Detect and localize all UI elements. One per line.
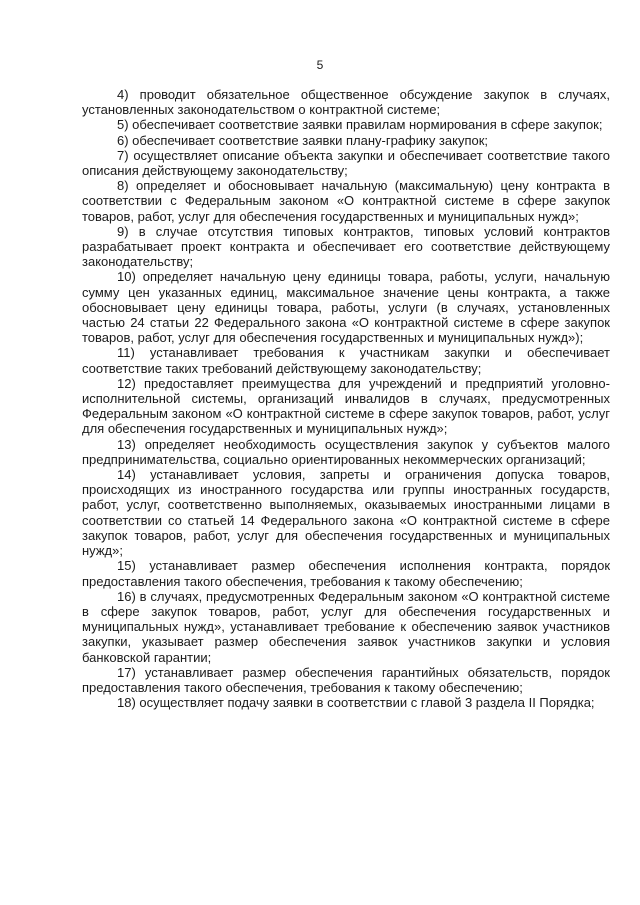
paragraph-6: 6) обеспечивает соответствие заявки плану-графику закупок;: [117, 132, 489, 148]
paragraph-4: 4) проводит обязательное общественное обсуждение закупок в случаях, установленных законодательством о контрактной системе;: [82, 87, 610, 118]
paragraph-16: 16) в случаях, предусмотренных Федеральным законом «О контрактной системе в сфере закупок товаров, работ, услуг для обеспечения государственных и муниципальных нужд», устанавливает требование к обеспечению заявок участников закупки, указывает размер обеспечения заявок участников закупки и условия банковской гарантии;: [82, 588, 610, 665]
paragraph-8: 8) определяет и обосновывает начальную (максимальную) цену контракта в соответствии с Федеральным законом «О контрактной системе в сфере закупок товаров, работ, услуг для обеспечения государственных и муниципальных нужд»;: [82, 178, 610, 224]
document-body: [82, 87, 610, 710]
paragraph-15: 15) устанавливает размер обеспечения исполнения контракта, порядок предоставления такого обеспечения, требования к такому обеспечению;: [82, 558, 610, 589]
page-number: 5: [316, 58, 324, 72]
paragraph-5: 5) обеспечивает соответствие заявки правилам нормирования в сфере закупок;: [117, 117, 603, 133]
paragraph-7: 7) осуществляет описание объекта закупки и обеспечивает соответствие такого описания действующему законодательству;: [82, 147, 610, 179]
paragraph-13: 13) определяет необходимость осуществления закупок у субъектов малого предпринимательства, социально ориентированных некоммерческих организаций;: [82, 436, 610, 467]
paragraph-12: 12) предоставляет преимущества для учреждений и предприятий уголовно-исполнительной системы, организаций инвалидов в случаях, предусмотренных Федеральным законом «О контрактной системе в сфере закупок товаров, работ, услуг для обеспечения государственных и муниципальных нужд»;: [82, 375, 610, 437]
paragraph-14: 14) устанавливает условия, запреты и ограничения допуска товаров, происходящих из иностранного государства или группы иностранных государств, работ, услуг, соответственно выполняемых, оказываемых иностранными лицами в соответствии со статьей 14 Федерального закона «О контрактной системе в сфере закупок товаров, работ, услуг для обеспечения государственных и муниципальных нужд»;: [82, 467, 610, 559]
paragraph-11: 11) устанавливает требования к участникам закупки и обеспечивает соответствие таких требований действующему законодательству;: [82, 345, 610, 376]
paragraph-17: 17) устанавливает размер обеспечения гарантийных обязательств, порядок предоставления такого обеспечения, требования к такому обеспечению;: [82, 664, 610, 695]
paragraph-9: 9) в случае отсутствия типовых контрактов, типовых условий контрактов разрабатывает проект контракта и обеспечивает его соответствие действующему законодательству;: [82, 223, 610, 270]
paragraph-18: 18) осуществляет подачу заявки в соответствии с главой 3 раздела II Порядка;: [117, 695, 595, 711]
paragraph-10: 10) определяет начальную цену единицы товара, работы, услуги, начальную сумму цен указанных единиц, максимальное значение цены контракта, а также обосновывает цену единицы товара, работы, услуги (в случаях, установленных частью 24 статьи 22 Федерального закона «О контрактной системе в сфере закупок товаров, работ, услуг для обеспечения государственных и муниципальных нужд»);: [82, 269, 610, 346]
